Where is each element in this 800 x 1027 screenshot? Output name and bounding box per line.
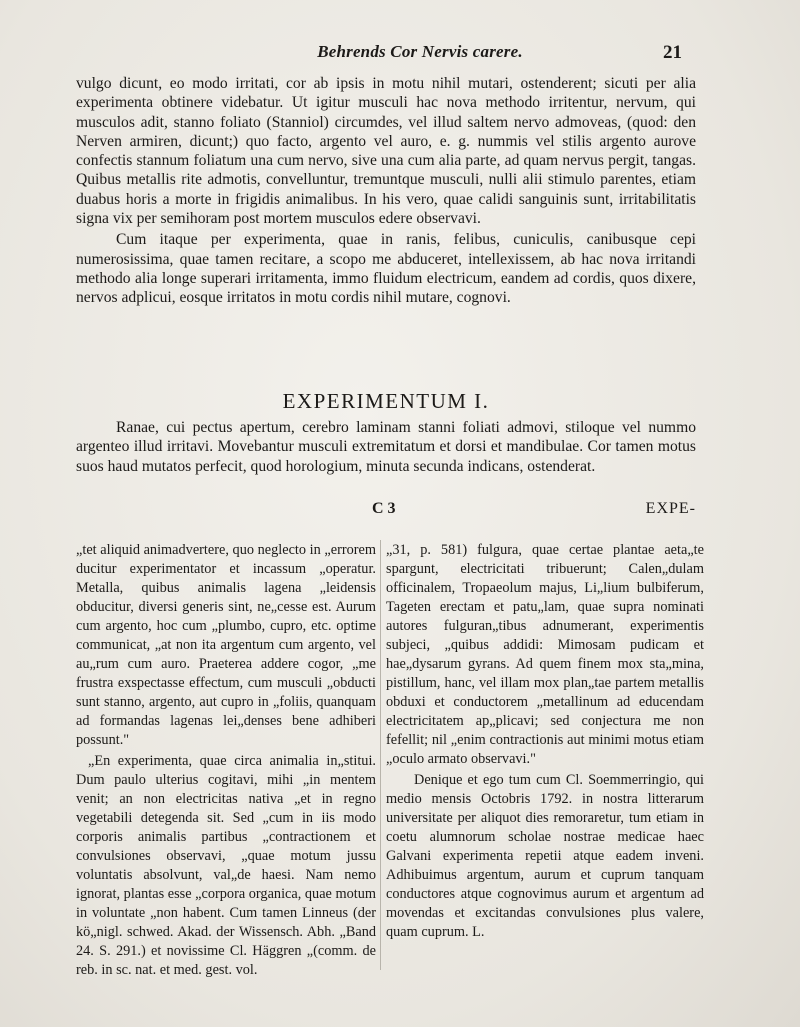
experiment-text: Ranae, cui pectus apertum, cerebro laminam stanni foliati admovi, stiloque vel nummo argenteo illud irritavi. Movebantur musculi extremitatum et dorsi et mandibulae. Cor tamen motus suos haud mutatos perfecit, quod horologium, minuta secunda indicans, ostenderat. — [76, 419, 696, 475]
footnote-column-right — [386, 541, 704, 942]
footnote-paragraph: „En experimenta, quae circa animalia in„stitui. Dum paulo ulterius cogitavi, mihi „in mentem venit; an non electricitas nativa „et in regno vegetabili detegenda sit. Sed „cum in iis modo corporis animalis partibus „contractionem et convulsiones observavi, „quae motum jussu voluntatis absolvunt, val„de haesi. Nam nemo ignorat, plantas esse „corpora organica, quae motum in voluntate „non habent. Cum tamen Linneus (der kö„nigl. schwed. Akad. der Wissensch. Abh. „Band 24. S. 291.) et novissime Cl. Häggren „(comm. de reb. in sc. nat. et med. gest. vol. — [76, 753, 376, 978]
paragraph-cum-itaque: Cum itaque per experimenta, quae in ranis, felibus, cuniculis, canibusque cepi numerosissima, quae tamen recitare, a scopo me abduceret, intellexissem, ab hac nova irritandi methodo alia longe superari irritamenta, immo fluidum electricum, eandem ad cordis, quos dixere, nervos adplicui, eosque irritatos in motu cordis nihil mutare, cognovi. — [76, 231, 696, 307]
running-title: Behrends Cor Nervis carere. — [317, 42, 523, 61]
page-number: 21 — [663, 42, 682, 63]
section-heading: EXPERIMENTUM I. — [282, 389, 490, 413]
page-header — [0, 42, 800, 66]
paragraph-denique: Denique et ego tum cum Cl. Soemmerringio, qui medio mensis Octobris 1792. in nostra litterarum universitate per aliquot dies remoraretur, tum etiam in coetu alumnorum scholae nostrae medicae haec Galvani experimenta repetii atque eadem inveni. Adhibuimus argentum, aurum et cuprum tanquam conductores atque cognovimus aurum et argentum ad movendas et excitandas convulsiones plus valere, quam cuprum. L. — [386, 772, 704, 940]
footnote-paragraph: „31, p. 581) fulgura, quae certae plantae aeta„te spargunt, electricitati tribuerunt; Calen„dulam officinalem, Tropaeolum majus, Li„lium bulbiferum, Tageten erectam et patu„lam, quae supra nominati autores fulguran„tibus adnumerant, experimentis subjeci, „quibus addidi: Mimosam pudicam et hae„dysarum gyrans. Ad quem finem mox sta„mina, pistillum, hanc, vel illam mox plan„tae partem metallis obduxi et conductorem „metallinum ad educendam electricitatem ap„plicavi; sed conjectura me non fefellit; nil „enim contractionis aut minimi motus etiam „oculo armato observavi." — [386, 542, 704, 767]
main-text-block — [76, 74, 696, 308]
footnote-paragraph: „tet aliquid animadvertere, quo neglecto in „errorem ducitur experimentator et incassum „operatur. Metalla, quibus animalis lagena „leidensis obducitur, diversi generis sint, ne„cesse est. Aurum cum argento, hoc cum „plumbo, cupro, etc. optime communicat, „at non ita argentum cum argento, vel au„rum cum auro. Praeterea addere cogor, „me frustra exspectasse effectum, cum musculi „obducti sunt stanno, argento, aut cupro in „foliis, quanquam ad formandas lagenas lei„denses bene adhiberi possunt." — [76, 542, 376, 748]
paragraph-continued: vulgo dicunt, eo modo irritati, cor ab ipsis in motu nihil mutari, ostenderent; sicuti per alia experimenta obtinere videbatur. Ut igitur musculi hac nova methodo irritentur, nervum, qui musculos adit, stanno foliato (Stanniol) circumdes, vel illud saltem nervo admoveas, (quod: den Nerven armiren, dicunt;) quo facto, argento vel auro, e. g. nummis vel stilis argento aurove confectis stannum foliatum una cum nervo, sive una cum alia parte, ad quam nervus pergit, tangas. Quibus metallis rite admotis, convelluntur, tremuntque musculi, nulli alii stimulo parentes, etiam duabus horis a morte in frigidis animalibus. In his vero, quae calidi sanguinis sunt, irritabilitatis signa vix per semihoram post mortem musculos edere observavi. — [76, 75, 696, 228]
signature-mark: C 3 — [372, 500, 396, 517]
catchword: EXPE- — [645, 500, 696, 517]
column-divider — [380, 540, 381, 970]
footnote-column-left — [76, 541, 376, 980]
